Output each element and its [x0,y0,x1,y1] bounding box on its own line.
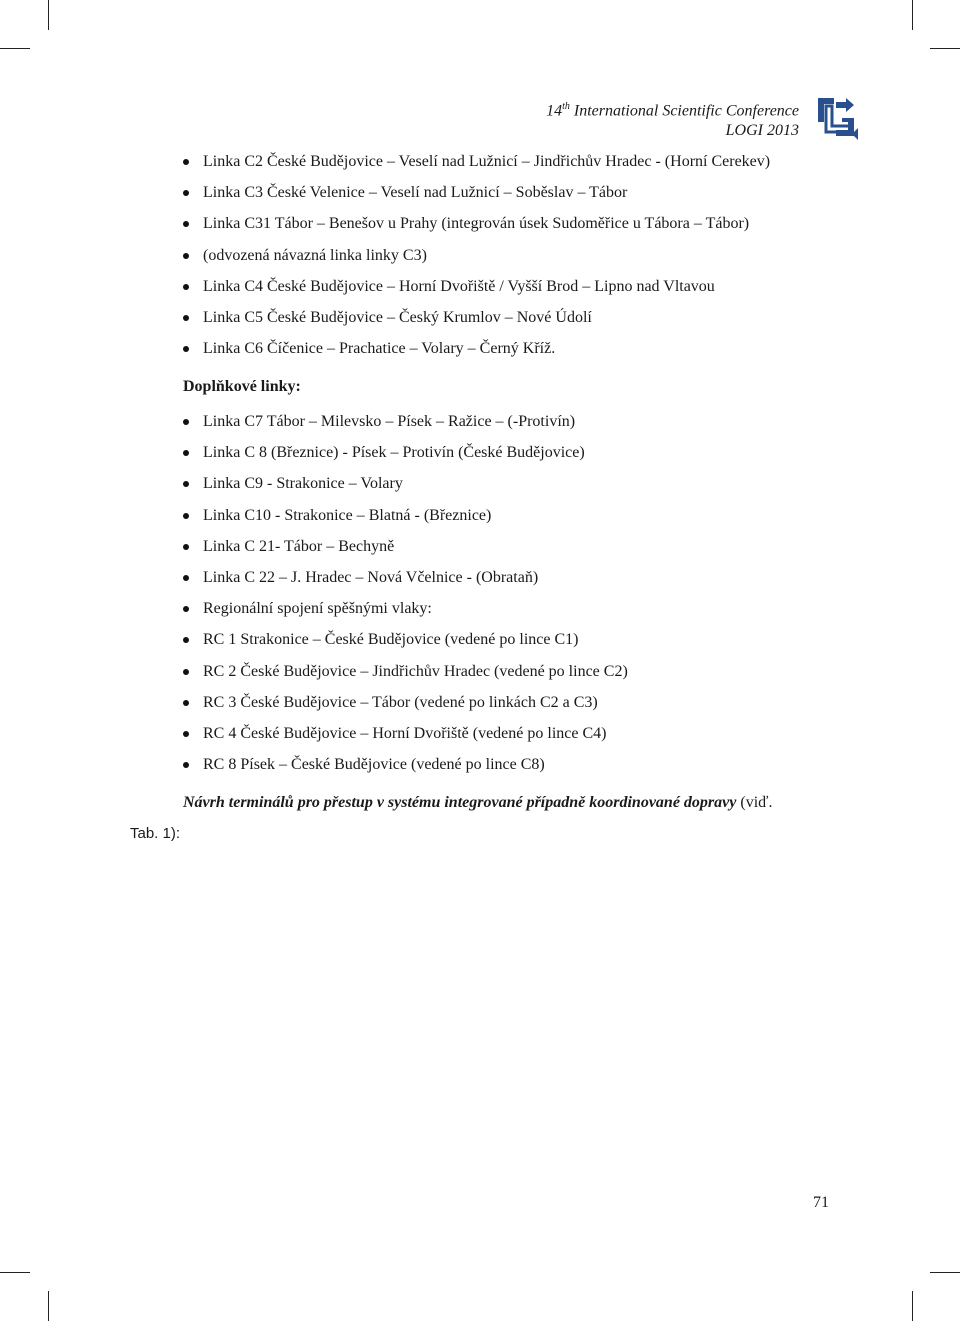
list-item: Linka C31 Tábor – Benešov u Prahy (integrován úsek Sudoměřice u Tábora – Tábor) [183,208,843,239]
crop-mark-bottom-left [48,1291,49,1321]
list-item: Linka C7 Tábor – Milevsko – Písek – Ražice – (-Protivín) [183,406,843,437]
list-item: Linka C4 České Budějovice – Horní Dvořiště / Vyšší Brod – Lipno nad Vltavou [183,271,843,302]
conference-title: 14th International Scientific Conference [546,101,799,120]
list-item: Regionální spojení spěšnými vlaky: [183,593,843,624]
proposal-emphasis: Návrh terminálů pro přestup v systému integrované případně koordinované dopravy [183,794,737,811]
bullet-icon [183,315,189,321]
bullet-icon [183,762,189,768]
crop-mark-top-right-h [930,48,960,49]
bullet-icon [183,284,189,290]
list-item: Linka C3 České Velenice – Veselí nad Lužnicí – Soběslav – Tábor [183,177,843,208]
supplementary-lines-list [183,406,843,780]
list-item: Linka C2 České Budějovice – Veselí nad Lužnicí – Jindřichův Hradec - (Horní Cerekev) [183,146,843,177]
bullet-icon [183,346,189,352]
bullet-icon [183,450,189,456]
list-item: (odvozená návazná linka linky C3) [183,240,843,271]
list-item: Linka C 21- Tábor – Bechyně [183,531,843,562]
bullet-icon [183,731,189,737]
bullet-icon [183,669,189,675]
list-item: RC 2 České Budějovice – Jindřichův Hradec (vedené po lince C2) [183,656,843,687]
bullet-icon [183,606,189,612]
crop-mark-bottom-right [912,1291,913,1321]
list-item: RC 3 České Budějovice – Tábor (vedené po linkách C2 a C3) [183,687,843,718]
running-header [546,97,799,141]
list-item: Linka C5 České Budějovice – Český Krumlov – Nové Údolí [183,302,843,333]
bullet-icon [183,159,189,165]
bullet-icon [183,513,189,519]
list-item: RC 8 Písek – České Budějovice (vedené po lince C8) [183,749,843,780]
crop-mark-top-left-h [0,48,30,49]
list-item: Linka C 8 (Březnice) - Písek – Protivín (České Budějovice) [183,437,843,468]
list-item: RC 4 České Budějovice – Horní Dvořiště (vedené po lince C4) [183,718,843,749]
supplementary-heading: Doplňkové linky: [183,378,301,395]
crop-mark-bottom-right-h [930,1272,960,1273]
table-reference: Tab. 1): [130,825,181,842]
bullet-icon [183,637,189,643]
event-name: LOGI 2013 [725,122,799,140]
proposal-tail: (viď. [736,794,773,811]
main-lines-list [183,146,843,364]
bullet-icon [183,221,189,227]
bullet-icon [183,575,189,581]
bullet-icon [183,544,189,550]
list-item: Linka C 22 – J. Hradec – Nová Včelnice - (Obrataň) [183,562,843,593]
bullet-icon [183,700,189,706]
list-item: RC 1 Strakonice – České Budějovice (vedené po lince C1) [183,624,843,655]
bullet-icon [183,419,189,425]
bullet-icon [183,253,189,259]
bullet-icon [183,190,189,196]
logi-conference-logo-icon [812,92,862,142]
crop-mark-top-left [48,0,49,30]
list-item: Linka C9 - Strakonice – Volary [183,468,843,499]
bullet-icon [183,481,189,487]
list-item: Linka C10 - Strakonice – Blatná - (Březnice) [183,500,843,531]
page-number: 71 [813,1194,829,1211]
crop-mark-top-right [912,0,913,30]
proposal-paragraph [183,794,772,812]
crop-mark-bottom-left-h [0,1272,30,1273]
list-item: Linka C6 Číčenice – Prachatice – Volary – Černý Kříž. [183,333,843,364]
